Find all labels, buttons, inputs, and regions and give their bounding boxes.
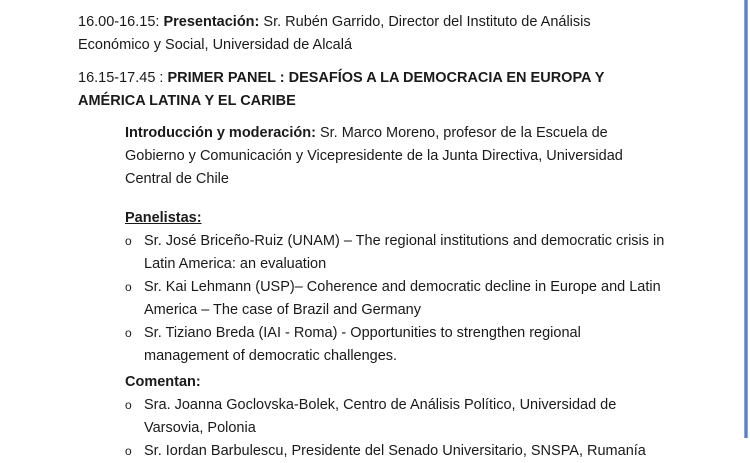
panelist-entry: Sr. Kai Lehmann (USP)– Coherence and democratic decline in Europe and Latin America – The case of Brazil and Germany xyxy=(144,279,661,318)
panelists-list xyxy=(125,230,666,368)
bullet-icon: o xyxy=(125,398,132,412)
moderation-label: Introducción y moderación: xyxy=(125,125,316,141)
list-item xyxy=(125,276,666,322)
bullet-icon: o xyxy=(125,234,132,248)
panel-time: 16.15-17.45 : xyxy=(78,70,164,86)
panel-heading-paragraph xyxy=(78,67,666,113)
panelist-entry: Sr. José Briceño-Ruiz (UNAM) – The regional institutions and democratic crisis in Latin America: an evaluation xyxy=(144,233,665,272)
list-item xyxy=(125,394,666,440)
bullet-icon: o xyxy=(125,326,132,340)
commentator-entry: Sr. Iordan Barbulescu, Presidente del Senado Universitario, SNSPA, Rumanía xyxy=(144,443,646,459)
moderation-paragraph xyxy=(125,122,666,191)
presentation-description: Sr. Rubén Garrido, Director del Instituto de Análisis Económico y Social, Universidad de Alcalá xyxy=(78,14,591,53)
panelist-entry: Sr. Tiziano Breda (IAI - Roma) - Opportunities to strengthen regional management of democratic challenges. xyxy=(144,325,581,364)
presentation-paragraph xyxy=(78,11,666,57)
presentation-label: Presentación: xyxy=(163,14,260,30)
bullet-icon: o xyxy=(125,444,132,458)
panel-title: PRIMER PANEL : DESAFÍOS A LA DEMOCRACIA EN EUROPA Y AMÉRICA LATINA Y EL CARIBE xyxy=(78,70,605,109)
agenda-document xyxy=(78,11,666,463)
list-item xyxy=(125,440,666,463)
commentators-list xyxy=(125,394,666,463)
panelists-heading: Panelistas: xyxy=(125,210,202,226)
page-accent-border xyxy=(744,0,748,438)
list-item xyxy=(125,322,666,368)
commentators-heading: Comentan: xyxy=(125,374,201,390)
list-item xyxy=(125,230,666,276)
moderation-description: Sr. Marco Moreno, profesor de la Escuela de Gobierno y Comunicación y Vicepresidente de la Junta Directiva, Universidad Central de Chile xyxy=(125,125,623,187)
panel-details-block xyxy=(125,122,666,463)
presentation-time: 16.00-16.15: xyxy=(78,14,160,30)
bullet-icon: o xyxy=(125,280,132,294)
commentator-entry: Sra. Joanna Goclovska-Bolek, Centro de Análisis Político, Universidad de Varsovia, Polonia xyxy=(144,397,617,436)
